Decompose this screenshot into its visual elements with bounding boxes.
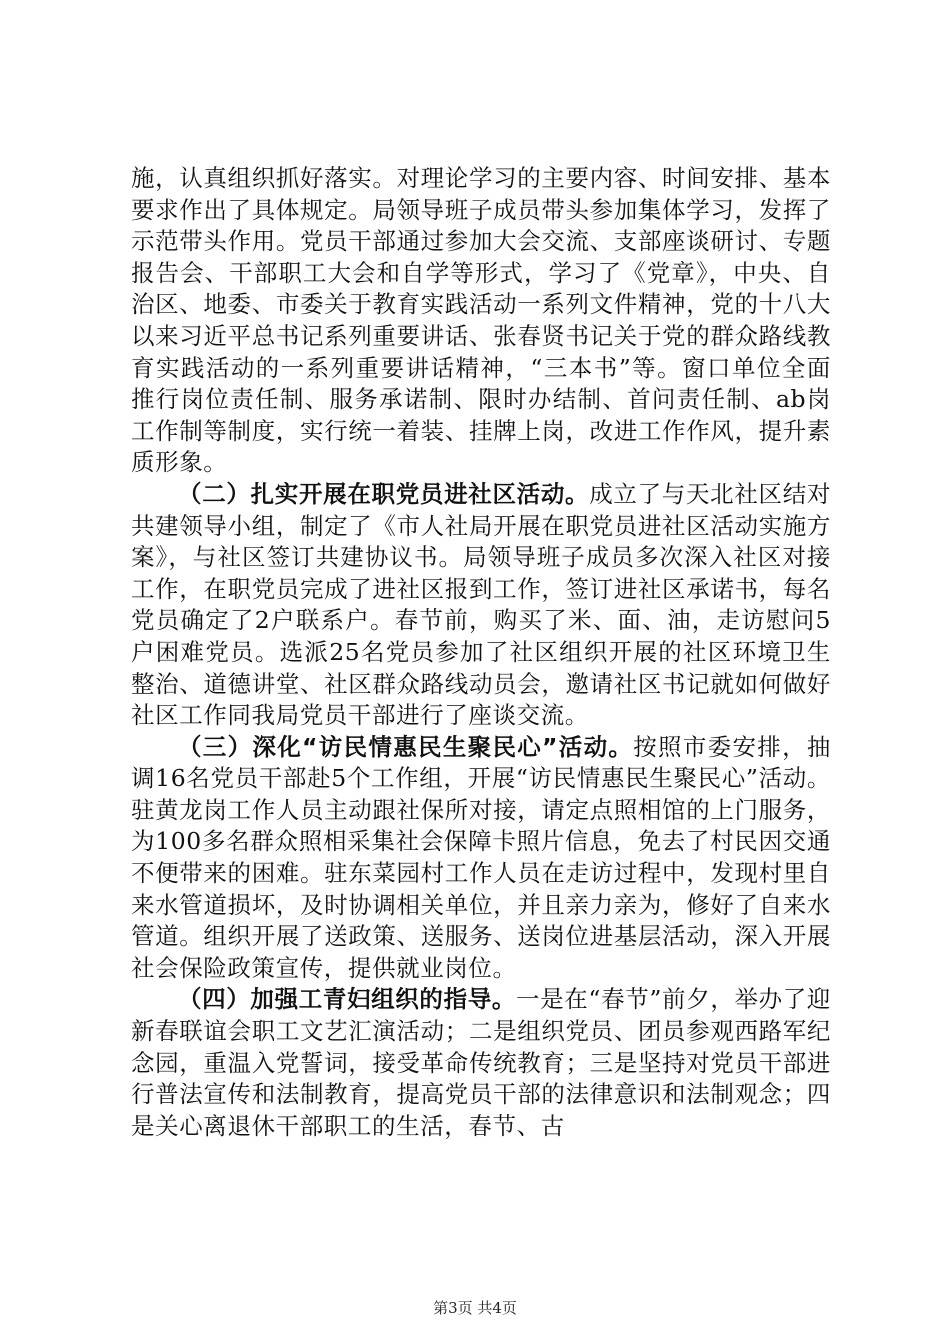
paragraph-continuation [131,163,831,479]
paragraph-text: 一是在“春节”前夕，举办了迎新春联谊会职工文艺汇演活动；二是组织党员、团员参观西路军纪念园，重温入党誓词，接受革命传统教育；三是坚持对党员干部进行普法宣传和法制教育，提高党员干部的法律意识和法制观念；四是关心离退休干部职工的生活，春节、古 [131,985,831,1140]
page-footer: 第3页 共4页 [433,1299,517,1317]
document-body [131,163,831,1142]
paragraph-section-2 [131,479,831,732]
paragraph-section-3 [131,732,831,985]
paragraph-text: 成立了与天北社区结对共建领导小组，制定了《市人社局开展在职党员进社区活动实施方案》，与社区签订共建协议书。局领导班子成员多次深入社区对接工作，在职党员完成了进社区报到工作，签订进社区承诺书，每名党员确定了2户联系户。春节前，购买了米、面、油，走访慰问5户困难党员。选派25名党员参加了社区组织开展的社区环境卫生整治、道德讲堂、社区群众路线动员会，邀请社区书记就如何做好社区工作同我局党员干部进行了座谈交流。 [131,479,831,730]
section-heading: （四）加强工青妇组织的指导。 [178,985,516,1014]
paragraph-text: 按照市委安排，抽调16名党员干部赴5个工作组，开展“访民情惠民生聚民心”活动。驻黄龙岗工作人员主动跟社保所对接，请定点照相馆的上门服务，为100多名群众照相采集社会保障卡照片信息，免去了村民因交通不便带来的困难。驻东菜园村工作人员在走访过程中，发现村里自来水管道损坏，及时协调相关单位，并且亲力亲为，修好了自来水管道。组织开展了送政策、送服务、送岗位进基层活动，深入开展社会保险政策宣传，提供就业岗位。 [131,732,831,982]
section-heading: （三）深化“访民情惠民生聚民心”活动。 [178,732,634,761]
paragraph-text: 施，认真组织抓好落实。对理论学习的主要内容、时间安排、基本要求作出了具体规定。局领导班子成员带头参加集体学习，发挥了示范带头作用。党员干部通过参加大会交流、支部座谈研讨、专题报告会、干部职工大会和自学等形式，学习了《党章》，中央、自治区、地委、市委关于教育实践活动一系列文件精神，党的十八大以来习近平总书记系列重要讲话、张春贤书记关于党的群众路线教育实践活动的一系列重要讲话精神，“三本书”等。窗口单位全面推行岗位责任制、服务承诺制、限时办结制、首问责任制、ab岗工作制等制度，实行统一着装、挂牌上岗，改进工作作风，提升素质形象。 [131,164,831,477]
paragraph-section-4 [131,984,831,1142]
section-heading: （二）扎实开展在职党员进社区活动。 [178,479,590,508]
